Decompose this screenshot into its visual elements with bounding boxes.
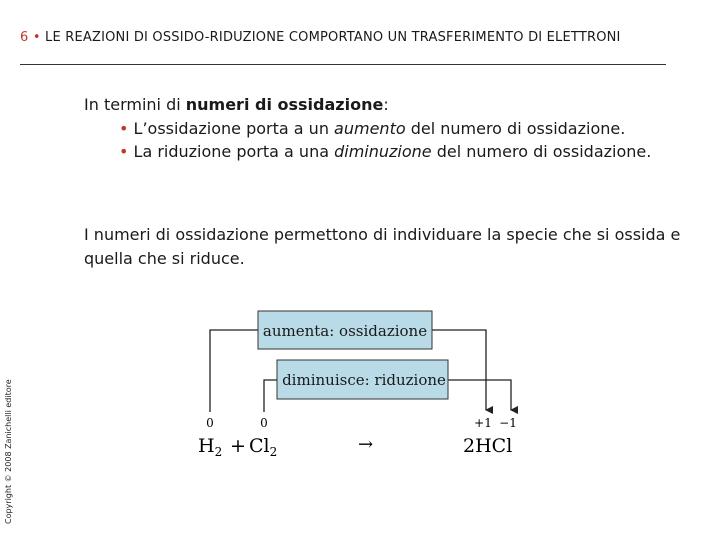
header-title: LE REAZIONI DI OSSIDO-RIDUZIONE COMPORTANO UN TRASFERIMENTO DI ELETTRONI	[45, 30, 621, 45]
oxidation-label: aumenta: ossidazione	[262, 322, 428, 340]
ox-number-cl: 0	[260, 416, 268, 430]
equation-plus: +	[230, 435, 246, 457]
ox-number-hcl-cl: −1	[499, 416, 517, 430]
body-paragraph: I numeri di ossidazione permettono di individuare la specie che si ossida e quella che si riduce.	[84, 225, 681, 268]
reaction-arrow-icon: →	[358, 434, 374, 455]
intro-lead-bold: numeri di ossidazione	[185, 95, 384, 114]
reduction-label: diminuisce: riduzione	[282, 371, 446, 389]
equation-cl2: $Cl_2$	[249, 435, 278, 459]
header-bullet: •	[32, 30, 41, 45]
bullet-item-riduzione: • La riduzione porta a una diminuzione del numero di ossidazione.	[119, 142, 652, 161]
section-number: 6	[20, 30, 29, 45]
intro-lead: In termini di numeri di ossidazione:	[84, 95, 389, 114]
ox-number-hcl-h: +1	[474, 416, 492, 430]
aumento-emphasis: aumento	[334, 118, 406, 138]
equation-h2: $H_2$	[198, 435, 223, 459]
equation-product: 2HCl	[463, 435, 513, 457]
bullet-item-ossidazione: • L’ossidazione porta a un aumento del numero di ossidazione.	[119, 118, 626, 138]
ox-number-h: 0	[206, 416, 214, 430]
diminuzione-emphasis: diminuzione	[334, 142, 432, 161]
copyright-notice: Copyright © 2008 Zanichelli editore	[4, 379, 13, 524]
